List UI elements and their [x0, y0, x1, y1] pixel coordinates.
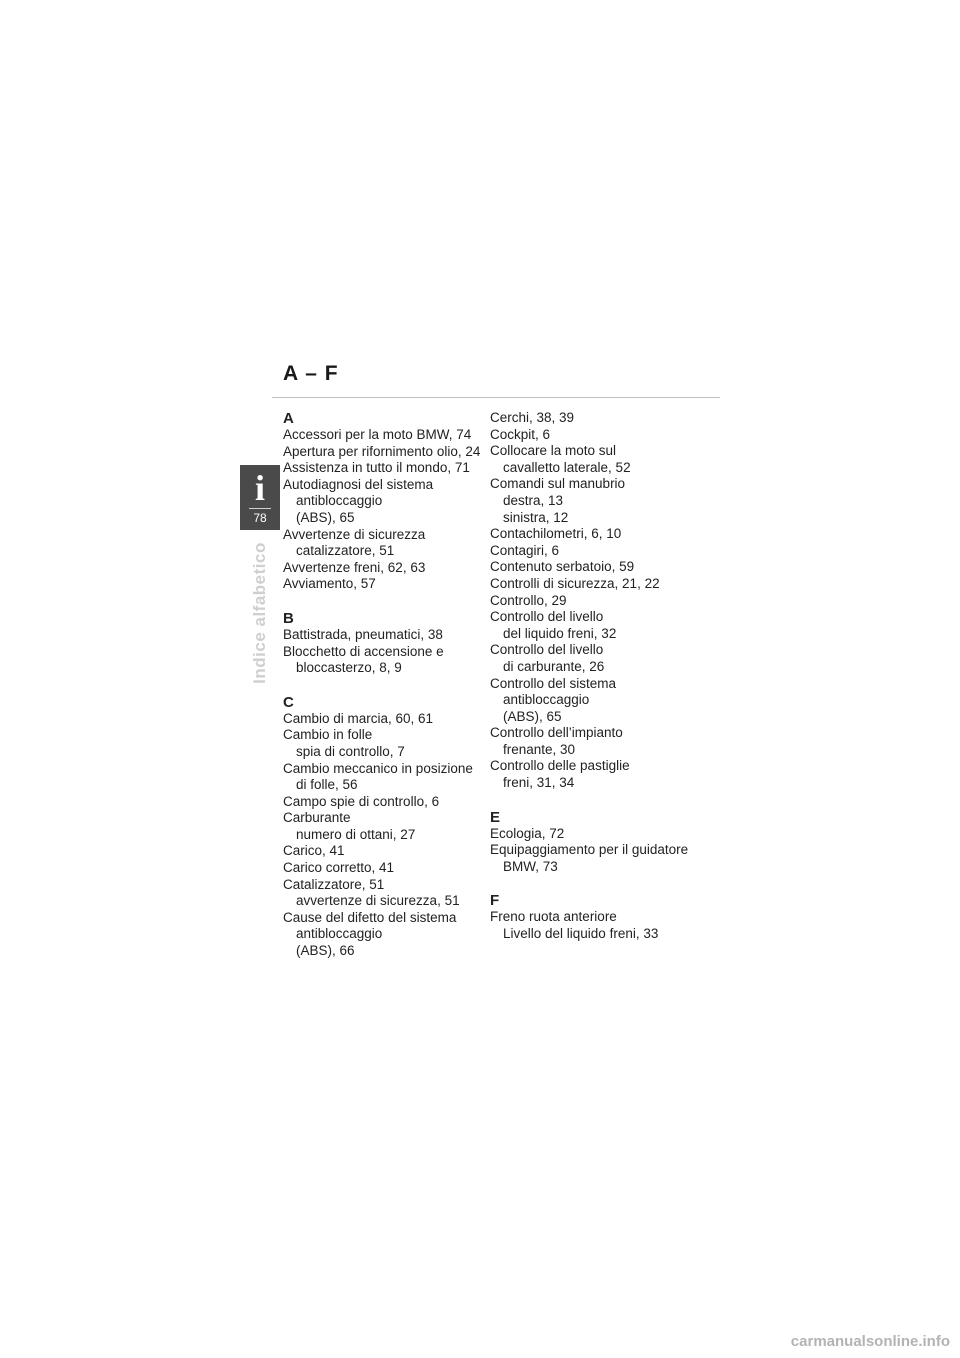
index-subentry: bloccasterzo, 8, 9 [296, 660, 402, 676]
section-letter: C [283, 693, 294, 711]
index-entry: Cambio di marcia, 60, 61 [283, 710, 434, 726]
index-subentry: cavalletto laterale, 52 [503, 459, 631, 475]
index-entry: Cause del difetto del sistema [283, 909, 457, 925]
index-entry: Contenuto serbatoio, 59 [490, 559, 635, 575]
index-subentry: antibloccaggio [296, 493, 383, 509]
index-section [283, 410, 488, 593]
index-subentry: (ABS), 65 [503, 708, 562, 724]
header-divider [272, 397, 720, 398]
index-entry: Cambio in folle [283, 727, 373, 743]
index-subentry: numero di ottani, 27 [296, 826, 416, 842]
index-subentry: (ABS), 65 [296, 509, 355, 525]
index-entry: Controllo delle pastiglie [490, 758, 630, 774]
index-subentry: Livello del liquido freni, 33 [503, 926, 659, 942]
index-subentry: avvertenze di sicurezza, 51 [296, 893, 460, 909]
index-entry: Avvertenze di sicurezza [283, 526, 426, 542]
index-entry: Controllo dell’impianto [490, 725, 623, 741]
index-entry: Controllo del livello [490, 609, 604, 625]
index-entry: Freno ruota anteriore [490, 909, 617, 925]
index-entry: Autodiagnosi del sistema [283, 476, 434, 492]
index-entry: Ecologia, 72 [490, 825, 565, 841]
info-icon: i [254, 468, 265, 508]
index-subentry: (ABS), 66 [296, 943, 355, 959]
index-subentry: frenante, 30 [503, 741, 576, 757]
section-letter: A [283, 410, 294, 427]
index-entry: Catalizzatore, 51 [283, 876, 385, 892]
index-subentry: destra, 13 [503, 492, 564, 508]
index-entry: Comandi sul manubrio [490, 476, 626, 492]
index-entry: Accessori per la moto BMW, 74 [283, 427, 472, 442]
section-letter: F [490, 892, 500, 910]
index-entry: Battistrada, pneumatici, 38 [283, 626, 443, 642]
index-entry: Cockpit, 6 [490, 426, 551, 442]
section-letter: E [490, 808, 501, 826]
index-subentry: sinistra, 12 [503, 509, 569, 525]
index-section [283, 694, 488, 960]
index-subentry: del liquido freni, 32 [503, 625, 617, 641]
index-subentry: antibloccaggio [503, 692, 590, 708]
index-subentry: spia di controllo, 7 [296, 743, 405, 759]
index-entry: Contagiri, 6 [490, 542, 560, 558]
index-section [490, 410, 705, 792]
index-entry: Controlli di sicurezza, 21, 22 [490, 575, 660, 591]
index-entry: Carico corretto, 41 [283, 860, 395, 876]
index-entry: Equipaggiamento per il guidatore [490, 842, 689, 858]
page-number: 78 [253, 511, 267, 525]
index-column-left [283, 410, 488, 960]
index-column-right [490, 410, 705, 943]
index-subentry: BMW, 73 [503, 858, 558, 874]
watermark: carmanualsonline.info [790, 1333, 950, 1350]
index-section [490, 809, 705, 876]
index-entry: Controllo del sistema [490, 675, 617, 691]
index-entry: Assistenza in tutto il mondo, 71 [283, 460, 470, 476]
index-entry: Avviamento, 57 [283, 576, 376, 592]
index-entry: Collocare la moto sul [490, 443, 617, 459]
index-subentry: freni, 31, 34 [503, 775, 575, 791]
section-letter: B [283, 609, 294, 627]
page-title: A – F [283, 362, 339, 385]
index-entry: Blocchetto di accensione e [283, 643, 444, 659]
index-entry: Cambio meccanico in posizione [283, 760, 473, 776]
index-subentry: di folle, 56 [296, 777, 358, 793]
index-entry: Avvertenze freni, 62, 63 [283, 559, 426, 575]
index-subentry: di carburante, 26 [503, 658, 605, 674]
index-subentry: antibloccaggio [296, 926, 383, 942]
index-entry: Contachilometri, 6, 10 [490, 526, 622, 542]
tab-divider [249, 508, 271, 509]
section-tab [240, 465, 280, 530]
index-entry: Apertura per rifornimento olio, 24 [283, 443, 481, 459]
section-side-label: Indice alfabetico [250, 542, 269, 684]
index-section [283, 610, 488, 677]
index-entry: Controllo del livello [490, 642, 604, 658]
index-subentry: catalizzatore, 51 [296, 543, 395, 559]
index-entry: Cerchi, 38, 39 [490, 410, 575, 425]
index-entry: Carburante [283, 810, 351, 826]
index-entry: Campo spie di controllo, 6 [283, 793, 440, 809]
index-entry: Carico, 41 [283, 843, 345, 859]
index-section [490, 892, 705, 942]
index-entry: Controllo, 29 [490, 592, 567, 608]
